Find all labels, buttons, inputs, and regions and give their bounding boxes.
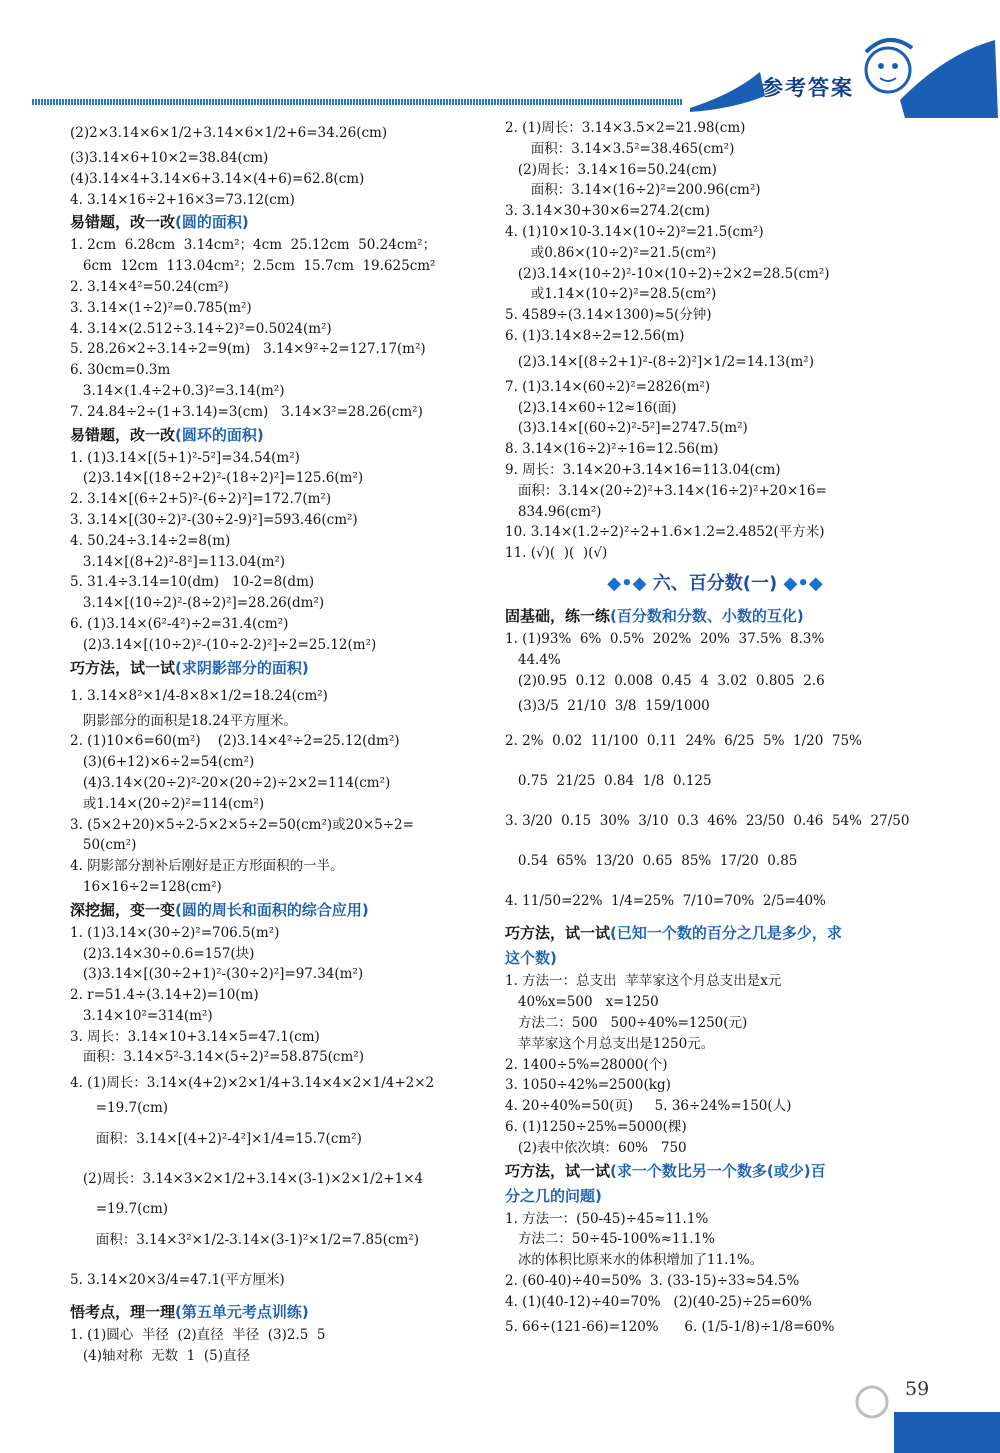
section-heading-text: 深挖掘，变一变: [70, 900, 176, 919]
answer-line: (2)3.14×30÷0.6=157(块): [70, 945, 255, 962]
answer-line: 1. (1)3.14×[(5+1)²-5²]=34.54(m²): [70, 449, 300, 466]
corner-watermark-logo: [842, 1380, 902, 1420]
section-subtitle: (圆的周长和面积的综合应用): [175, 900, 369, 919]
answer-line: =19.7(cm): [70, 1201, 169, 1218]
answer-line: (3)3.14×[(30÷2+1)²-(30÷2)²]=97.34(m²): [70, 966, 364, 983]
answer-line: 3.14×[(8+2)²-8²]=113.04(m²): [70, 553, 286, 570]
answer-line: 2. (1)周长：3.14×3.5×2=21.98(cm): [505, 120, 746, 136]
answer-line: 50(cm²): [70, 837, 137, 854]
answer-line: 6cm 12cm 113.04cm²；2.5cm 15.7cm 19.625cm²: [70, 258, 436, 275]
section-heading-text: 巧方法，试一试: [505, 1161, 611, 1180]
section-subtitle: (圆的面积): [175, 213, 249, 232]
answer-line: 或0.86×(10÷2)²=21.5(cm²): [505, 244, 717, 261]
answer-line: (2)3.14×(10÷2)²-10×(10÷2)÷2×2=28.5(cm²): [505, 265, 830, 282]
answer-line: 6. (1)3.14×8÷2=12.56(m): [505, 327, 685, 344]
answer-line: 4. 3.14×16÷2+16×3=73.12(cm): [70, 191, 295, 208]
answer-line: 面积：3.14×(20÷2)²+3.14×(16÷2)²+20×16=: [505, 482, 827, 499]
answer-line: 冰的体积比原来水的体积增加了11.1%。: [505, 1252, 764, 1269]
answer-line: (2)表中依次填：60% 750: [505, 1139, 687, 1156]
answer-line: 0.75 21/25 0.84 1/8 0.125: [505, 773, 712, 790]
answer-line: 16×16÷2=128(cm²): [70, 878, 222, 895]
answer-line: 3. (5×2+20)×5÷2-5×2×5÷2=50(cm²)或20×5÷2=: [70, 816, 414, 833]
answer-line: (4)3.14×(20÷2)²-20×(20÷2)÷2×2=114(cm²): [70, 774, 391, 791]
section-heading-text: 巧方法，试一试: [505, 924, 611, 943]
answer-line: 1. 方法一：(50-45)÷45≈11.1%: [505, 1210, 709, 1227]
section-heading-text: 巧方法，试一试: [70, 658, 176, 677]
section-heading-text: 易错题，改一改: [70, 425, 176, 444]
section-heading-text: 固基础，练一练: [505, 606, 611, 625]
answer-line: (2)0.95 0.12 0.008 0.45 4 3.02 0.805 2.6: [505, 672, 825, 689]
answer-line: (3)3.14×[(60÷2)²-5²]=2747.5(m²): [505, 420, 748, 437]
answer-line: 或1.14×(20÷2)²=114(cm²): [70, 795, 265, 812]
answer-line: (2)3.14×[(8÷2+1)²-(8÷2)²]×1/2=14.13(m²): [505, 353, 814, 370]
answer-line: 2. 3.14×4²=50.24(cm²): [70, 278, 229, 295]
section-heading: [505, 946, 925, 971]
answer-line: 面积：3.14×5²-3.14×(5÷2)²=58.875(cm²): [70, 1049, 364, 1066]
answer-line: 1. 方法一：总支出 苹苹家这个月总支出是x元: [505, 973, 782, 990]
answer-line: 1. 3.14×8²×1/4-8×8×1/2=18.24(cm²): [70, 687, 328, 704]
section-heading-text: 易错题，改一改: [70, 213, 176, 232]
answer-line: 4. 阴影部分割补后刚好是正方形面积的一半。: [70, 858, 344, 875]
answer-line: 面积：3.14×3.5²=38.465(cm²): [505, 140, 735, 157]
section-heading: [505, 921, 925, 946]
answer-line: (3)3/5 21/10 3/8 159/1000: [505, 698, 710, 715]
answer-line: 4. 3.14×(2.512÷3.14÷2)²=0.5024(m²): [70, 320, 332, 337]
answer-line: 3. 3/20 0.15 30% 3/10 0.3 46% 23/50 0.46 54% 27/50: [505, 813, 910, 830]
answer-line: 2. (1)10×6=60(m²) (2)3.14×4²÷2=25.12(dm²): [70, 733, 400, 750]
answer-line: 3. 3.14×(1÷2)²=0.785(m²): [70, 299, 252, 316]
section-heading-text: 悟考点，理一理: [70, 1302, 176, 1321]
answer-line: 7. 24.84÷2÷(1+3.14)=3(cm) 3.14×3²=28.26(cm²): [70, 403, 423, 420]
answer-line: 3. 1050÷42%=2500(kg): [505, 1077, 671, 1094]
answer-line: 834.96(cm²): [505, 503, 602, 520]
section-heading: [70, 423, 490, 448]
unit-title-text: 六、百分数(一): [652, 572, 778, 594]
answer-line: 1. (1)93% 6% 0.5% 202% 20% 37.5% 8.3%: [505, 630, 825, 647]
page-number: 59: [905, 1378, 930, 1400]
answer-line: 5. 66÷(121-66)=120% 6. (1/5-1/8)÷1/8=60%: [505, 1319, 835, 1336]
answer-line: (2)周长：3.14×16=50.24(cm): [505, 161, 717, 178]
answer-line: 4. (1)10×10-3.14×(10÷2)²=21.5(cm²): [505, 223, 764, 240]
section-heading: [70, 210, 490, 235]
answer-line: 6. 30cm=0.3m: [70, 362, 171, 379]
answer-line: 40%x=500 x=1250: [505, 994, 659, 1011]
section-subtitle: (百分数和分数、小数的互化): [610, 606, 804, 625]
section-heading: [70, 1300, 490, 1325]
section-subtitle: (圆环的面积): [175, 425, 264, 444]
answer-line: (3)3.14×6+10×2=38.84(cm): [70, 150, 269, 166]
answer-line: 3. 3.14×[(30÷2)²-(30÷2-9)²]=593.46(cm²): [70, 511, 358, 528]
answer-line: 44.4%: [505, 651, 561, 668]
answer-line: 5. 4589÷(3.14×1300)≈5(分钟): [505, 307, 712, 324]
left-column: [70, 118, 490, 1366]
section-subtitle: (求一个数比另一个数多(或少)百: [610, 1161, 826, 1180]
section-subtitle: 分之几的问题): [505, 1186, 602, 1205]
answer-line: 2. 3.14×[(6÷2+5)²-(6÷2)²]=172.7(m²): [70, 491, 332, 508]
answer-line: 9. 周长：3.14×20+3.14×16=113.04(cm): [505, 461, 781, 478]
answer-line: 方法二：500 500÷40%=1250(元): [505, 1014, 748, 1031]
answer-line: (3)(6+12)×6÷2=54(cm²): [70, 754, 255, 771]
answer-line: 7. (1)3.14×(60÷2)²=2826(m²): [505, 378, 711, 395]
answer-line: 面积：3.14×(16÷2)²=200.96(cm²): [505, 182, 761, 199]
diamond-ornament-icon: ◆•◆: [777, 572, 823, 594]
section-heading: [70, 656, 490, 681]
section-heading: [505, 604, 925, 629]
header-rule: [32, 99, 682, 105]
answer-line: 3.14×[(10÷2)²-(8÷2)²]=28.26(dm²): [70, 595, 325, 612]
answer-line: 1. (1)3.14×(30÷2)²=706.5(m²): [70, 924, 280, 941]
header-title: 参考答案: [762, 76, 854, 100]
section-subtitle: (求阴影部分的面积): [175, 658, 309, 677]
answer-line: 5. 31.4÷3.14=10(dm) 10-2=8(dm): [70, 574, 315, 591]
answer-line: 3.14×(1.4÷2+0.3)²=3.14(m²): [70, 382, 285, 399]
section-subtitle: 这个数): [505, 949, 557, 968]
answer-line: 2. r=51.4÷(3.14+2)=10(m): [70, 987, 259, 1004]
answer-line: (2)周长：3.14×3×2×1/2+3.14×(3-1)×2×1/2+1×4: [70, 1171, 424, 1188]
footer-bar: [894, 1412, 1000, 1453]
answer-line: 1. 2cm 6.28cm 3.14cm²；4cm 25.12cm 50.24cm²；: [70, 237, 437, 254]
answer-line: 2. (60-40)÷40=50% 3. (33-15)÷33≈54.5%: [505, 1272, 800, 1289]
answer-line: 6. (1)1250÷25%=5000(棵): [505, 1118, 687, 1135]
answer-line: 面积：3.14×3²×1/2-3.14×(3-1)²×1/2=7.85(cm²): [70, 1231, 419, 1248]
answer-line: 10. 3.14×(1.2÷2)²÷2+1.6×1.2=2.4852(平方米): [505, 524, 825, 541]
answer-line: 苹苹家这个月总支出是1250元。: [505, 1035, 715, 1052]
section-heading: [505, 1159, 925, 1184]
answer-line: 5. 28.26×2÷3.14÷2=9(m) 3.14×9²÷2=127.17(m²): [70, 341, 426, 358]
answer-line: 方法二：50÷45-100%≈11.1%: [505, 1231, 715, 1248]
answer-line: 2. 2% 0.02 11/100 0.11 24% 6/25 5% 1/20 75%: [505, 733, 862, 750]
answer-line: 阴影部分的面积是18.24平方厘米。: [70, 712, 298, 729]
section-subtitle: (已知一个数的百分之几是多少，求: [610, 924, 842, 943]
answer-line: =19.7(cm): [70, 1100, 169, 1117]
answer-line: (2)3.14×[(18÷2+2)²-(18÷2)²]=125.6(m²): [70, 470, 364, 487]
answer-line: 或1.14×(10÷2)²=28.5(cm²): [505, 286, 717, 303]
unit-title: [505, 564, 925, 604]
answer-line: 4. (1)周长：3.14×(4+2)×2×1/4+3.14×4×2×1/4+2×2: [70, 1075, 435, 1092]
answer-line: 4. 11/50=22% 1/4=25% 7/10=70% 2/5=40%: [505, 893, 826, 910]
answer-line: 3. 3.14×30+30×6=274.2(cm): [505, 203, 710, 220]
answer-line: 3.14×10²=314(m²): [70, 1007, 213, 1024]
answer-line: 4. (1)(40-12)÷40=70% (2)(40-25)÷25=60%: [505, 1293, 812, 1310]
answer-line: (4)3.14×4+3.14×6+3.14×(4+6)=62.8(cm): [70, 170, 365, 187]
answer-line: 2. 1400÷5%=28000(个): [505, 1056, 668, 1073]
answer-line: (4)轴对称 无数 1 (5)直径: [70, 1347, 250, 1364]
answer-line: 1. (1)圆心 半径 (2)直径 半径 (3)2.5 5: [70, 1326, 326, 1343]
answer-line: (2)3.14×[(10÷2)²-(10÷2-2)²]÷2=25.12(m²): [70, 636, 377, 653]
answer-line: 0.54 65% 13/20 0.65 85% 17/20 0.85: [505, 853, 798, 870]
answer-line: (2)2×3.14×6×1/2+3.14×6×1/2+6=34.26(cm): [70, 125, 388, 141]
right-column: [505, 118, 925, 1342]
answer-line: 面积：3.14×[(4+2)²-4²]×1/4=15.7(cm²): [70, 1131, 362, 1148]
answer-line: 8. 3.14×(16÷2)²÷16=12.56(m): [505, 441, 719, 458]
section-heading: [70, 898, 490, 923]
section-heading: [505, 1184, 925, 1209]
answer-line: 6. (1)3.14×(6²-4²)÷2=31.4(cm²): [70, 615, 289, 632]
answer-line: 3. 周长：3.14×10+3.14×5=47.1(cm): [70, 1028, 320, 1045]
answer-line: 5. 3.14×20×3/4=47.1(平方厘米): [70, 1271, 285, 1288]
page-header: [0, 0, 1000, 120]
diamond-ornament-icon: ◆•◆: [607, 572, 653, 594]
answer-line: (2)3.14×60÷12≈16(面): [505, 399, 677, 416]
section-subtitle: (第五单元考点训练): [175, 1302, 309, 1321]
answer-line: 4. 50.24÷3.14÷2=8(m): [70, 532, 231, 549]
answer-line: 4. 20÷40%=50(页) 5. 36÷24%=150(人): [505, 1098, 792, 1115]
answer-line: 11. (√)( )( )(√): [505, 545, 608, 562]
